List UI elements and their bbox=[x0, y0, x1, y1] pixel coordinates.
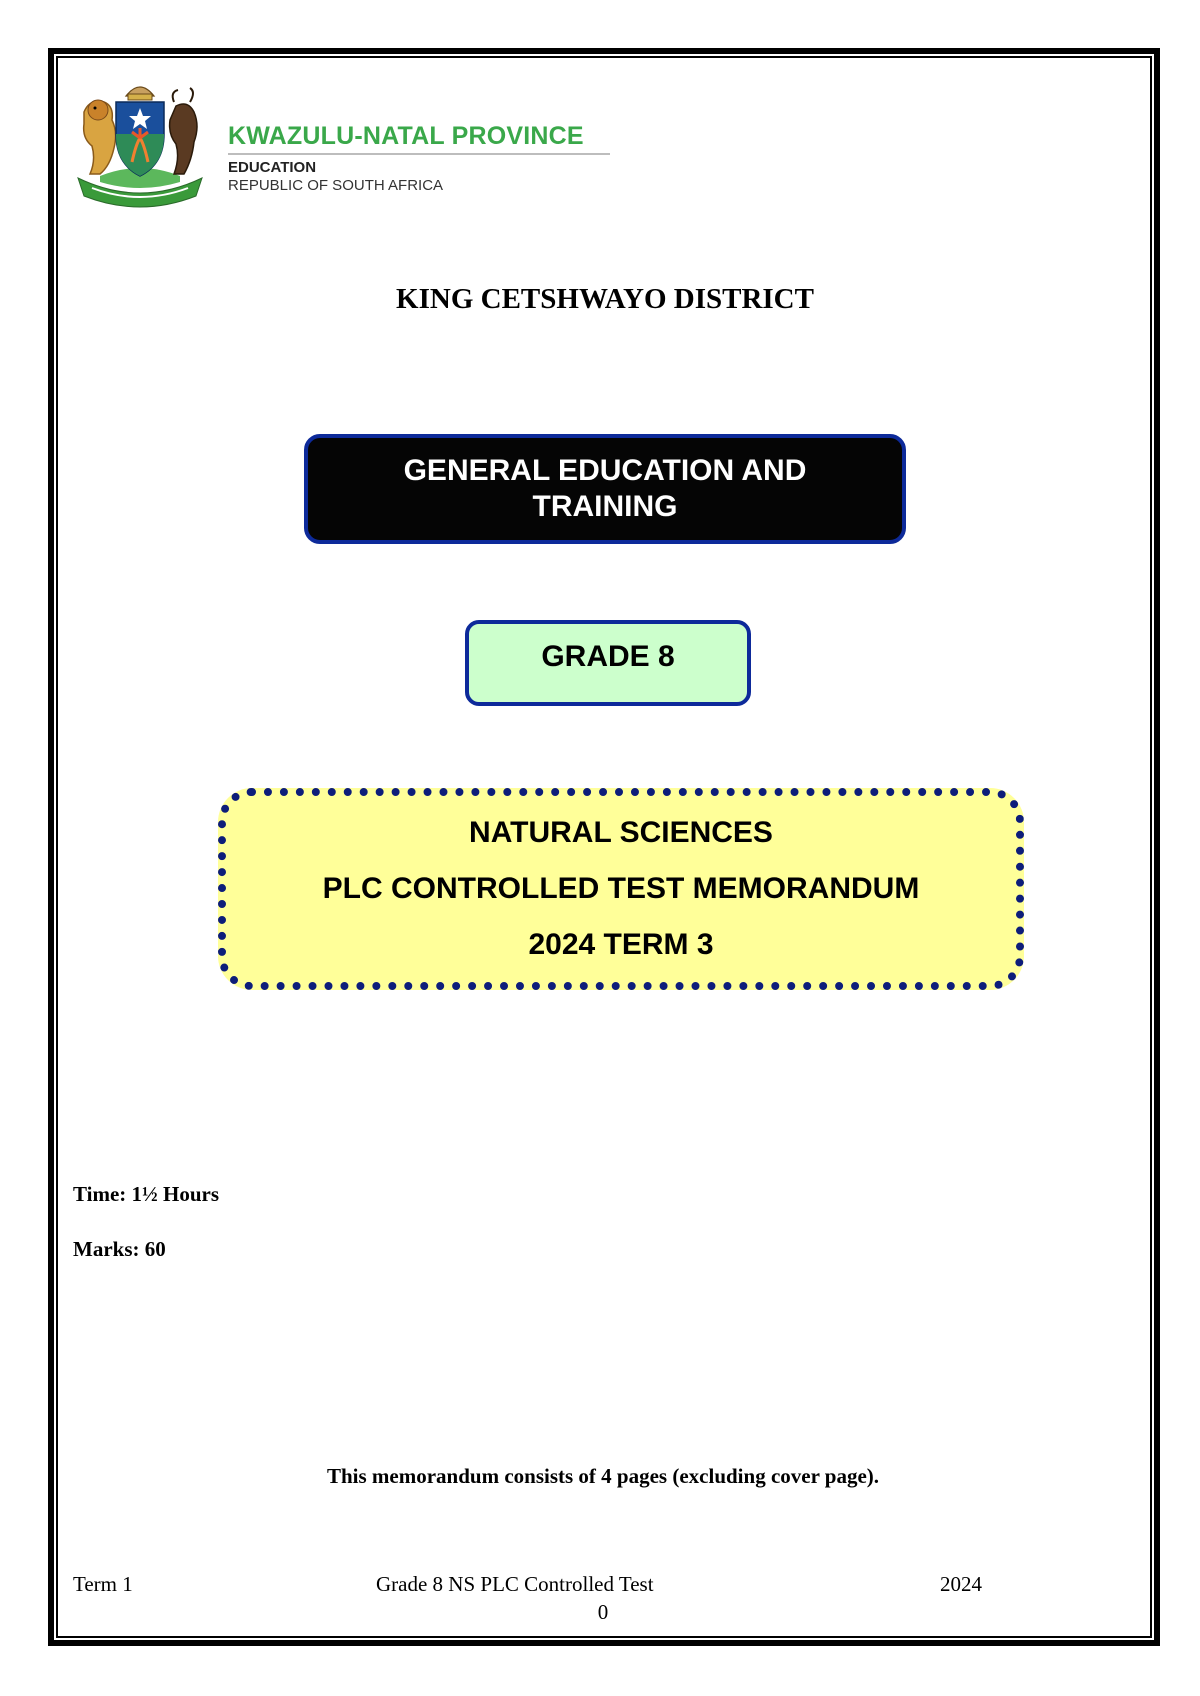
document-title: PLC CONTROLLED TEST MEMORANDUM bbox=[322, 872, 920, 905]
footer-term: Term 1 bbox=[73, 1572, 133, 1596]
page-number: 0 bbox=[597, 1600, 609, 1624]
phase-box bbox=[304, 434, 906, 544]
grade-title: GRADE 8 bbox=[541, 640, 675, 673]
phase-title: GENERAL EDUCATION AND TRAINING bbox=[403, 454, 807, 523]
page-count-note: This memorandum consists of 4 pages (excluding cover page). bbox=[326, 1464, 880, 1488]
district-title: KING CETSHWAYO DISTRICT bbox=[396, 283, 814, 315]
time-allocation: Time: 1½ Hours bbox=[73, 1182, 220, 1206]
grade-box bbox=[465, 620, 751, 706]
republic-name: REPUBLIC OF SOUTH AFRICA bbox=[228, 177, 444, 194]
term-title: 2024 TERM 3 bbox=[528, 928, 714, 961]
province-name: KWAZULU-NATAL PROVINCE bbox=[228, 122, 584, 150]
kzn-coat-of-arms-icon bbox=[70, 72, 210, 212]
subject-box bbox=[218, 788, 1024, 990]
header-divider bbox=[228, 153, 610, 155]
footer-year: 2024 bbox=[940, 1572, 982, 1596]
subject-title: NATURAL SCIENCES bbox=[469, 816, 773, 849]
department-name: EDUCATION bbox=[228, 159, 317, 176]
total-marks: Marks: 60 bbox=[73, 1237, 166, 1261]
footer-title: Grade 8 NS PLC Controlled Test bbox=[376, 1572, 654, 1596]
